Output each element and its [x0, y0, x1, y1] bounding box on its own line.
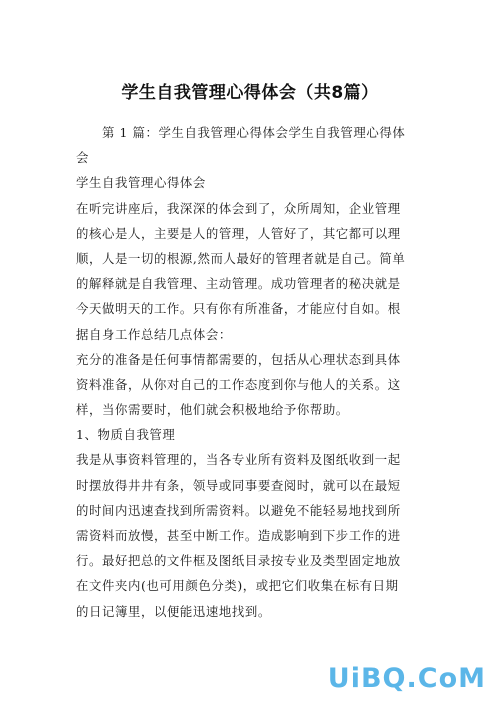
- document-title: 学生自我管理心得体会（共8篇）: [121, 83, 379, 103]
- paragraph-line: 行。最好把总的文件框及图纸目录按专业及类型固定地放: [76, 553, 401, 569]
- paragraph-line: 会: [76, 150, 89, 166]
- paragraph-line: 的日记簿里，以便能迅速地找到。: [76, 603, 271, 619]
- section-heading: 学生自我管理心得体会: [76, 175, 206, 191]
- paragraph-line: 资料准备，从你对自己的工作态度到你与他人的关系。这: [76, 376, 401, 392]
- document-body: [76, 120, 432, 624]
- paragraph-line: 的时间内迅速查找到所需资料。以避免不能轻易地找到所: [76, 502, 401, 518]
- paragraph-line: 顺，人是一切的根源,然而人最好的管理者就是自己。简单: [76, 250, 406, 266]
- section-heading: 1、物质自我管理: [76, 427, 176, 443]
- paragraph-line: 今天做明天的工作。只有你有所准备，才能应付自如。根: [76, 301, 401, 317]
- paragraph-line: 充分的准备是任何事情都需要的，包括从心理状态到具体: [76, 351, 401, 367]
- paragraph-line: 我是从事资料管理的，当各专业所有资料及图纸收到一起: [76, 452, 401, 468]
- paragraph-line: 在听完讲座后，我深深的体会到了，众所周知，企业管理: [76, 200, 401, 216]
- paragraph-line: 的核心是人，主要是人的管理，人管好了，其它都可以理: [76, 225, 401, 241]
- paragraph-line: 的解释就是自我管理、主动管理。成功管理者的秘决就是: [76, 276, 401, 292]
- paragraph-line: 样，当你需要时，他们就会积极地给予你帮助。: [76, 402, 349, 418]
- paragraph-line: 时摆放得井井有条，领导或同事要查阅时，就可以在最短: [76, 477, 401, 493]
- paragraph-line: 第 1 篇：学生自我管理心得体会学生自我管理心得体: [102, 125, 406, 140]
- paragraph-line: 在文件夹内(也可用颜色分类)，或把它们收集在标有日期: [76, 578, 399, 594]
- paragraph-line: 需资料而放慢，甚至中断工作。造成影响到下步工作的进: [76, 528, 401, 543]
- site-watermark: UiBQ.CoM: [327, 663, 486, 694]
- paragraph-line: 据自身工作总结几点体会：: [76, 326, 232, 342]
